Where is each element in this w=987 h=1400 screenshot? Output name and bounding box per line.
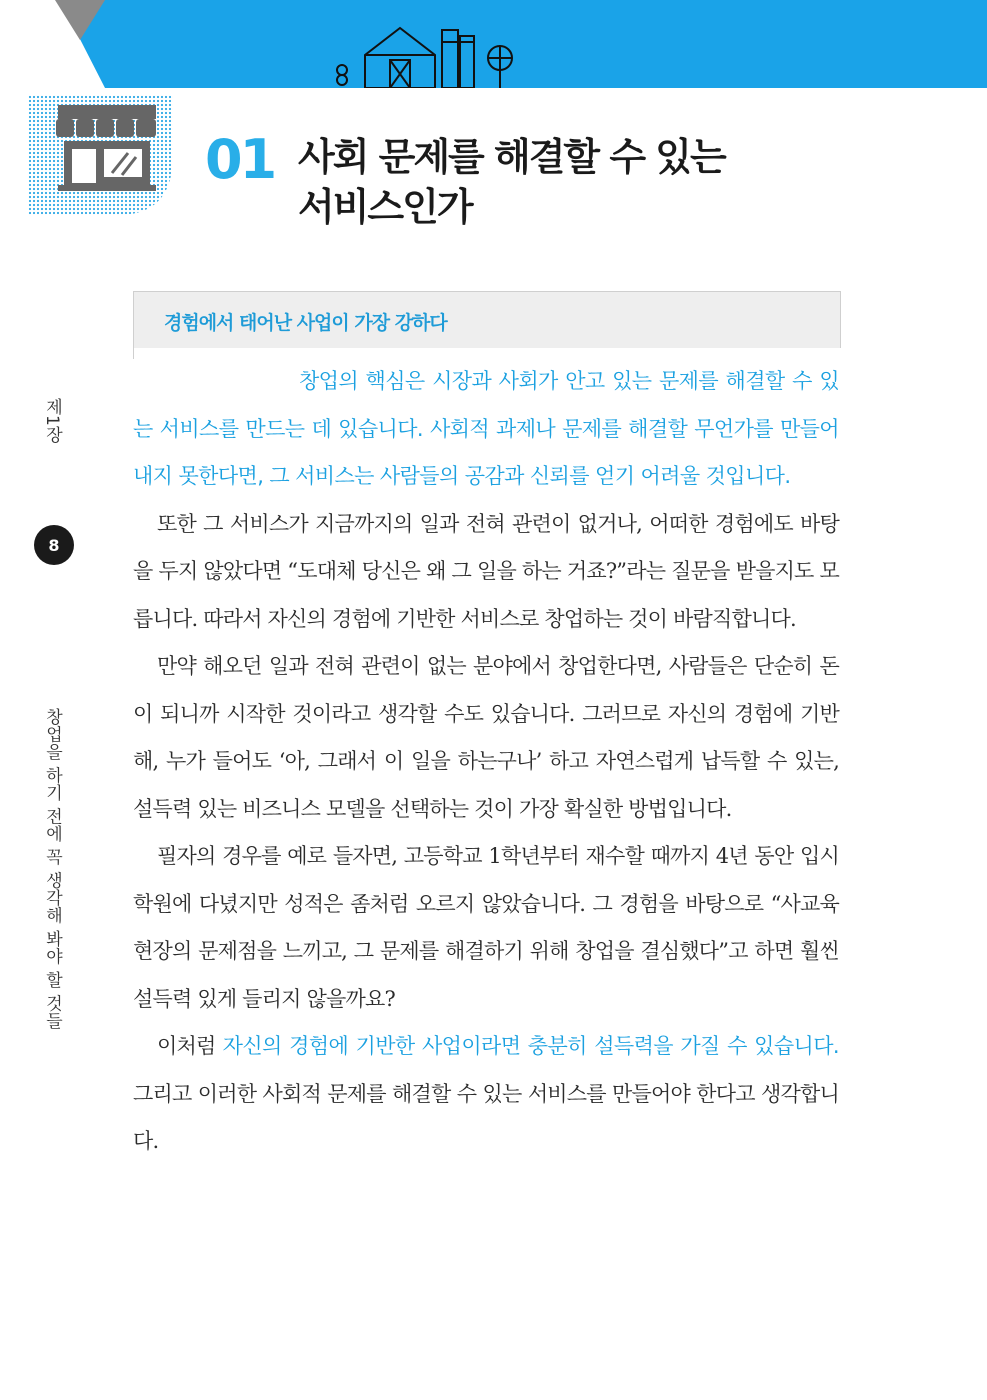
chapter-title bbox=[298, 132, 725, 232]
paragraph-2: 만약 해오던 일과 전혀 관련이 없는 분야에서 창업한다면, 사람들은 단순히 돈이 되니까 시작한 것이라고 생각할 수도 있습니다. 그러므로 자신의 경험에 기반해, 누가 들어도 ‘아, 그래서 이 일을 하는구나’ 하고 자연스럽게 납득할 수 있는, 설득력 있는 비즈니스 모델을 선택하는 것이 가장 확실한 방법입니다. bbox=[133, 654, 839, 821]
chapter-title-line2: 서비스인가 bbox=[298, 185, 472, 229]
side-book-title: 창업을 하기 전에 꼭 생각해 봐야 할 것들 bbox=[42, 708, 62, 1030]
barn-illustration bbox=[320, 0, 540, 88]
paragraph-1: 또한 그 서비스가 지금까지의 일과 전혀 관련이 없거나, 어떠한 경험에도 바탕을 두지 않았다면 “도대체 당신은 왜 그 일을 하는 거죠?”라는 질문을 받을지도 모릅니다. 따라서 자신의 경험에 기반한 서비스로 창업하는 것이 바람직합니다. bbox=[133, 511, 839, 631]
chapter-title-line1: 사회 문제를 해결할 수 있는 bbox=[298, 135, 725, 179]
page-number: 8 bbox=[34, 525, 74, 565]
paragraph-3: 필자의 경우를 예로 들자면, 고등학교 1학년부터 재수할 때까지 4년 동안 입시 학원에 다녔지만 성적은 좀처럼 오르지 않았습니다. 그 경험을 바탕으로 “사교육 현장의 문제점을 느끼고, 그 문제를 해결하기 위해 창업을 결심했다”고 하면 훨씬 설득력 있게 들리지 않을까요? bbox=[133, 844, 839, 1011]
paragraph-4-end: 그리고 이러한 사회적 문제를 해결할 수 있는 서비스를 만들어야 한다고 생각합니다. bbox=[133, 1081, 839, 1153]
section-heading-box bbox=[133, 291, 841, 348]
body-text bbox=[133, 358, 839, 1166]
chapter-number: 01 bbox=[205, 128, 275, 191]
paragraph-4-highlight: 자신의 경험에 기반한 사업이라면 충분히 설득력을 가질 수 있습니다. bbox=[222, 1034, 839, 1058]
lead-paragraph: 창업의 핵심은 시장과 사회가 안고 있는 문제를 해결할 수 있는 서비스를 만드는 데 있습니다. 사회적 과제나 문제를 해결할 무언가를 만들어내지 못한다면, 그 서비스는 사람들의 공감과 신뢰를 얻기 어려울 것입니다. bbox=[133, 369, 839, 488]
store-icon bbox=[28, 95, 173, 215]
paragraph-4 bbox=[133, 1023, 839, 1166]
section-heading: 경험에서 태어난 사업이 가장 강하다 bbox=[164, 312, 447, 334]
side-chapter-label: 제1장 bbox=[42, 398, 62, 443]
paragraph-4-start: 이처럼 bbox=[157, 1034, 223, 1058]
